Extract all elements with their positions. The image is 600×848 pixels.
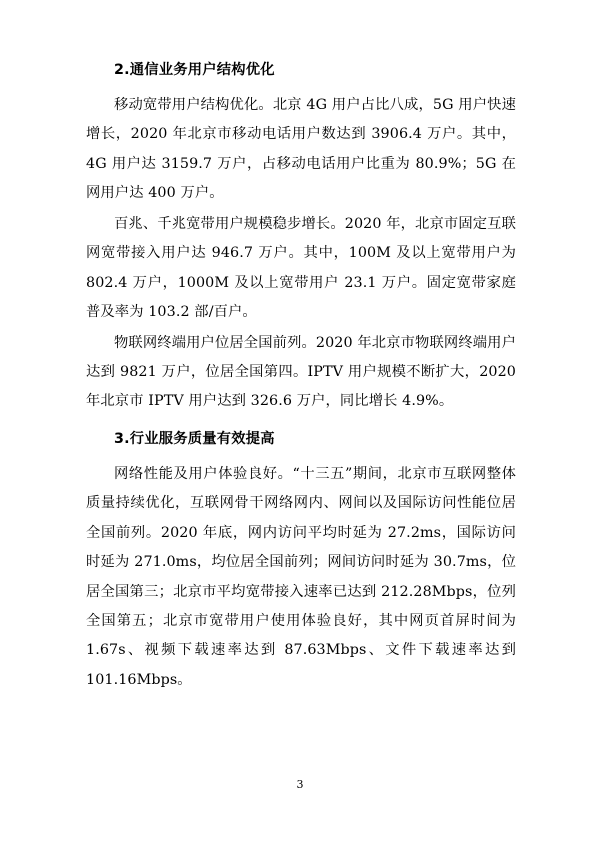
section-heading-2: 2.通信业务用户结构优化: [114, 62, 275, 78]
page-content: [86, 58, 516, 696]
spacer: [86, 418, 516, 427]
paragraph-mobile-broadband: 移动宽带用户结构优化。北京 4G 用户占比八成，5G 用户快速增长，2020 年北京市移动电话用户数达到 3906.4 万户。其中，4G 用户达 3159.7 万户，占移动电话用户比重为 80.9%；5G 在网用户达 400 万户。: [86, 97, 516, 202]
section-heading-3: 3.行业服务质量有效提高: [114, 430, 275, 447]
paragraph-network-performance: 网络性能及用户体验良好。“十三五”期间，北京市互联网整体质量持续优化，互联网骨干网络网内、网间以及国际访问性能位居全国前列。2020 年底，网内访问平均时延为 27.2ms，国际访问时延为 271.0ms，均位居全国前列；网间访问时延为 30.7ms，位居全国第三；北京市平均宽带接入速率已达到 212.28Mbps，位列全国第五；北京市宽带用户使用体验良好，其中网页首屏时间为 1.67s、视频下载速率达到 87.63Mbps、文件下载速率达到 101.16Mbps。: [86, 465, 516, 688]
page-number: 3: [296, 778, 304, 791]
paragraph-fixed-broadband: 百兆、千兆宽带用户规模稳步增长。2020 年，北京市固定互联网宽带接入用户达 946.7 万户。其中，100M 及以上宽带用户为 802.4 万户，1000M 及以上宽带用户 23.1 万户。固定宽带家庭普及率为 103.2 部/百户。: [86, 215, 516, 321]
paragraph-iot-terminals: 物联网终端用户位居全国前列。2020 年北京市物联网终端用户达到 9821 万户，位居全国第四。IPTV 用户规模不断扩大，2020 年北京市 IPTV 用户达到 326.6 万户，同比增长 4.9%。: [86, 334, 516, 410]
